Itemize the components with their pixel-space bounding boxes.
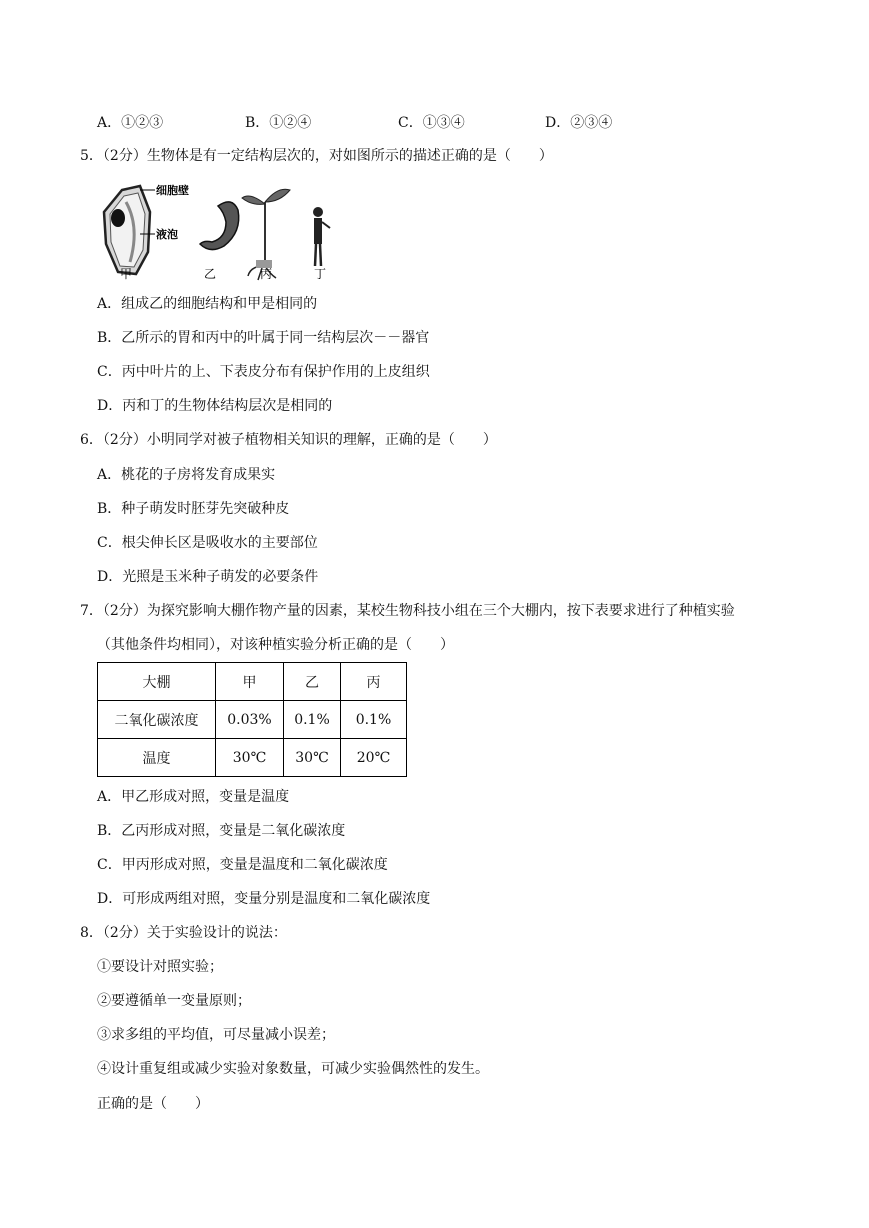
- q5-option-c: C．丙中叶片的上、下表皮分布有保护作用的上皮组织: [97, 364, 430, 380]
- q6-option-d: D．光照是玉米种子萌发的必要条件: [97, 569, 319, 585]
- q7-stem-line1: 7．（2分）为探究影响大棚作物产量的因素，某校生物科技小组在三个大棚内，按下表要求进行了种植实验: [80, 603, 735, 619]
- q5-figure: [100, 182, 350, 282]
- q8-item-2: ②要遵循单一变量原则；: [97, 993, 251, 1009]
- table-cell: 30℃: [216, 739, 284, 777]
- table-cell: 30℃: [284, 739, 341, 777]
- table-header-cell: 大棚: [98, 663, 216, 701]
- table-cell: 0.1%: [341, 701, 407, 739]
- person-image: [313, 207, 330, 266]
- plant-cell-image: [104, 186, 155, 274]
- cell-wall-label: 细胞壁: [156, 184, 189, 197]
- table-cell: 0.1%: [284, 701, 341, 739]
- stomach-image: [200, 202, 239, 250]
- table-cell: 温度: [98, 739, 216, 777]
- q8-item-1: ①要设计对照实验；: [97, 959, 223, 975]
- tag-bing: 丙: [260, 267, 273, 281]
- q4-option-a: A．①②③: [97, 115, 164, 131]
- q6-option-a: A．桃花的子房将发育成果实: [97, 467, 276, 483]
- q7-option-a: A．甲乙形成对照，变量是温度: [97, 789, 290, 805]
- q6-option-b: B．种子萌发时胚芽先突破种皮: [97, 501, 290, 517]
- table-cell: 0.03%: [216, 701, 284, 739]
- q5-option-a: A．组成乙的细胞结构和甲是相同的: [97, 296, 318, 312]
- q6-option-c: C．根尖伸长区是吸收水的主要部位: [97, 535, 318, 551]
- tag-yi: 乙: [204, 267, 217, 281]
- q7-option-b: B．乙丙形成对照，变量是二氧化碳浓度: [97, 823, 346, 839]
- tag-ding: 丁: [314, 267, 327, 281]
- q8-item-3: ③求多组的平均值，可尽量减小误差；: [97, 1027, 335, 1043]
- table-header-cell: 丙: [341, 663, 407, 701]
- q5-stem: 5．（2分）生物体是有一定结构层次的，对如图所示的描述正确的是（ ）: [80, 148, 553, 164]
- q7-stem-line2: （其他条件均相同），对该种植实验分析正确的是（ ）: [97, 637, 454, 653]
- q5-option-d: D．丙和丁的生物体结构层次是相同的: [97, 398, 333, 414]
- q4-option-d: D．②③④: [545, 115, 613, 131]
- table-header-cell: 甲: [216, 663, 284, 701]
- table-cell: 20℃: [341, 739, 407, 777]
- table-row: [98, 739, 407, 777]
- experiment-table: [97, 662, 407, 777]
- tag-jia: 甲: [120, 267, 133, 281]
- table-row: [98, 701, 407, 739]
- table-cell: 二氧化碳浓度: [98, 701, 216, 739]
- q8-stem: 8．（2分）关于实验设计的说法：: [80, 925, 287, 941]
- q6-stem: 6．（2分）小明同学对被子植物相关知识的理解，正确的是（ ）: [80, 432, 497, 448]
- vacuole-label: 液泡: [156, 228, 178, 241]
- q8-item-4: ④设计重复组或减少实验对象数量，可减少实验偶然性的发生。: [97, 1061, 489, 1077]
- q7-option-c: C．甲丙形成对照，变量是温度和二氧化碳浓度: [97, 857, 388, 873]
- q7-option-d: D．可形成两组对照，变量分别是温度和二氧化碳浓度: [97, 891, 431, 907]
- q4-option-c: C．①③④: [398, 115, 465, 131]
- q8-closing: 正确的是（ ）: [97, 1096, 209, 1112]
- q4-option-b: B．①②④: [245, 115, 312, 131]
- q5-option-b: B．乙所示的胃和丙中的叶属于同一结构层次－－器官: [97, 330, 430, 346]
- table-header-cell: 乙: [284, 663, 341, 701]
- table-header-row: [98, 663, 407, 701]
